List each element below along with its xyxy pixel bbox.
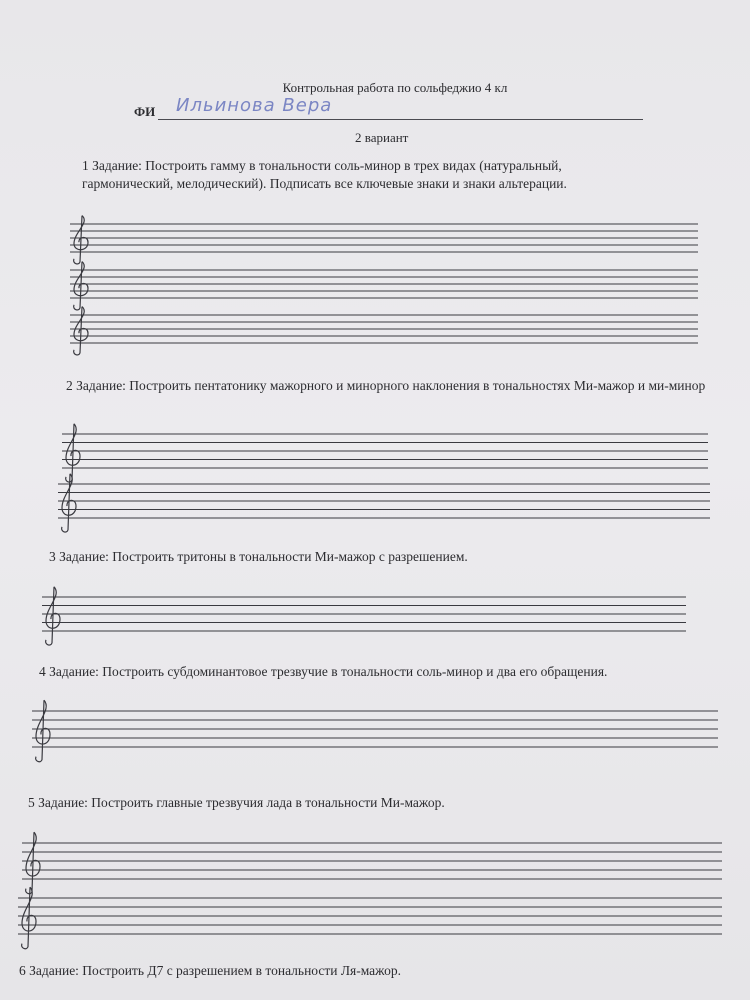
task-5-text: 5 Задание: Построить главные трезвучия лада в тональности Ми-мажор. (28, 795, 445, 810)
task-3-text: 3 Задание: Построить тритоны в тональности Ми-мажор с разрешением. (49, 549, 468, 564)
music-staff (8, 883, 732, 949)
variant-label: 2 вариант (355, 130, 409, 145)
student-name-handwritten: Ильинова Вера (176, 95, 333, 116)
music-staff (60, 300, 708, 358)
music-staff (22, 696, 728, 762)
treble-clef-icon (46, 587, 60, 645)
fi-label: ФИ (134, 104, 156, 119)
fi-underline (158, 119, 643, 120)
treble-clef-icon (62, 474, 76, 532)
task-2-text: 2 Задание: Построить пентатонику мажорного и минорного наклонения в тональностях Ми-мажор и ми-минор (66, 378, 706, 393)
music-staff (32, 582, 696, 646)
page-title: Контрольная работа по сольфеджио 4 кл (282, 80, 508, 95)
task-6-text: 6 Задание: Построить Д7 с разрешением в тональности Ля-мажор. (19, 963, 402, 978)
treble-clef-icon (36, 700, 50, 762)
music-staff (48, 469, 720, 533)
treble-clef-icon (22, 887, 36, 949)
task-4-text: 4 Задание: Построить субдоминантовое трезвучие в тональности соль-минор и два его обращения. (39, 664, 608, 679)
task-1-text: 1 Задание: Построить гамму в тональности соль-минор в трех видах (натуральный, гармонический, мелодический). Подписать все ключевые знаки и знаки альтерации. (82, 158, 567, 191)
treble-clef-icon (74, 307, 88, 355)
